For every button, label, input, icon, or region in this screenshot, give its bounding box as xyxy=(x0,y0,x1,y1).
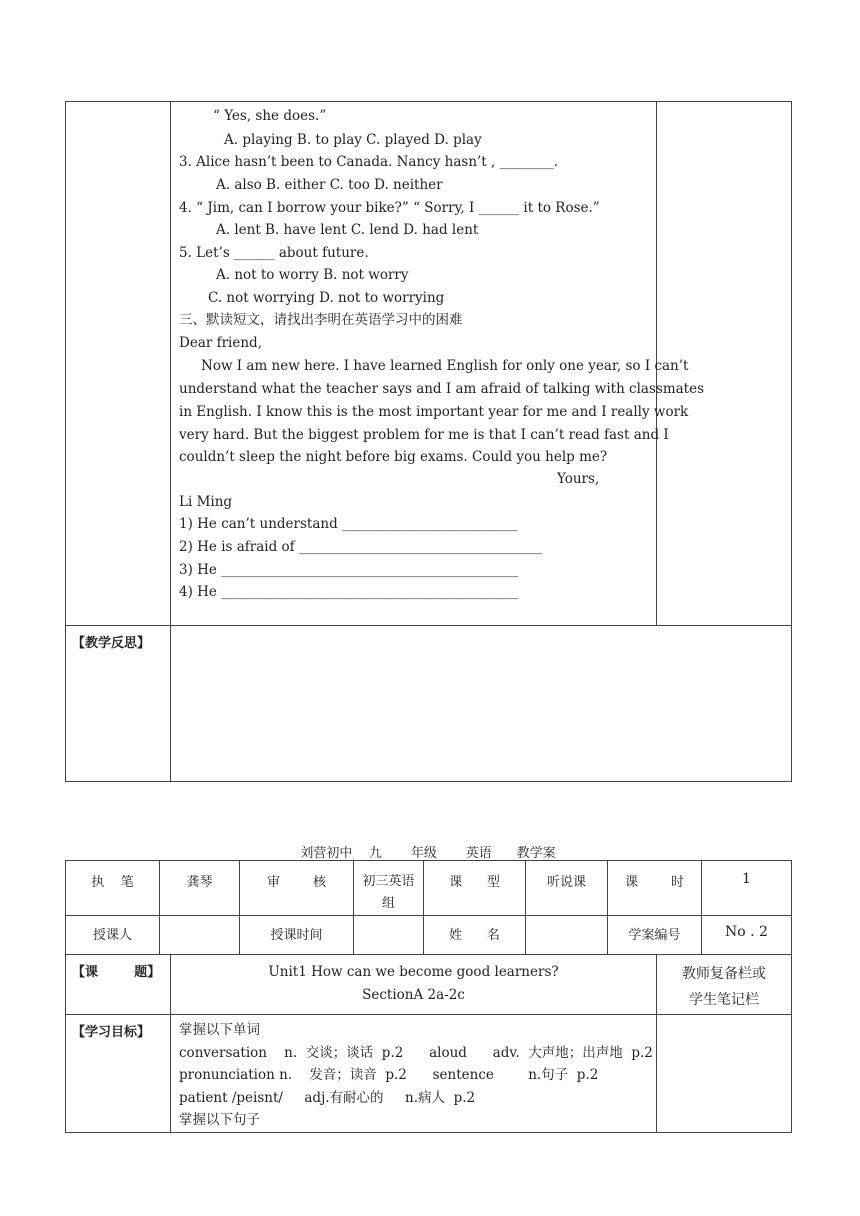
teacher-value xyxy=(160,916,240,955)
answer-blank-4: 4) He ____________________________________________ xyxy=(179,584,519,600)
goals-label: 【学习目标】 xyxy=(66,1015,171,1133)
q3-text: 3. Alice hasn’t been to Canada. Nancy hasn’t , ________. xyxy=(179,154,558,170)
time-label: 授课时间 xyxy=(240,916,354,955)
answer-line: “ Yes, she does.” xyxy=(213,108,327,124)
letter-line: very hard. But the biggest problem for me is that I can’t read fast and I xyxy=(179,427,669,443)
goals-words-heading: 掌握以下单词 xyxy=(179,1022,260,1038)
reflection-label: 【教学反思】 xyxy=(66,626,171,782)
goals-content xyxy=(171,1015,657,1133)
vocab-line: conversation n. 交谈；谈话 p.2 aloud adv. 大声地；出声地 p.2 xyxy=(179,1044,653,1061)
letter-signature: Li Ming xyxy=(179,494,233,510)
notes-column-header xyxy=(657,955,792,1015)
letter-line: Now I am new here. I have learned English for only one year, so I can’t xyxy=(201,358,689,374)
code-value: No . 2 xyxy=(702,916,792,955)
reflection-content xyxy=(171,626,792,782)
topic-section: SectionA 2a-2c xyxy=(362,987,465,1003)
writer-label: 执 笔 xyxy=(66,861,160,916)
exercise-cell xyxy=(171,102,705,626)
q4-text: 4. “ Jim, can I borrow your bike?” “ Sorry, I ______ it to Rose.” xyxy=(179,200,600,216)
topic-label: 【课 题】 xyxy=(66,955,171,1015)
vocab-line: patient /peisnt/ adj.有耐心的 n.病人 p.2 xyxy=(179,1089,476,1106)
section-three-heading: 三、默读短文，请找出李明在英语学习中的困难 xyxy=(179,312,463,328)
lesson-table xyxy=(65,954,792,1133)
teacher-label: 授课人 xyxy=(66,916,160,955)
q5-options-cd: C. not worrying D. not to worrying xyxy=(208,290,445,306)
goals-sentences-heading: 掌握以下句子 xyxy=(179,1112,260,1128)
letter-greeting: Dear friend, xyxy=(179,335,262,351)
notes-line-2: 学生笔记栏 xyxy=(689,992,759,1008)
answer-blank-2: 2) He is afraid of ____________________________________ xyxy=(179,539,542,555)
q3-options: A. also B. either C. too D. neither xyxy=(216,177,443,193)
topic-content xyxy=(171,955,657,1015)
vocab-line: pronunciation n. 发音；读音 p.2 sentence n.句子 p.2 xyxy=(179,1067,599,1083)
answer-blank-3: 3) He ____________________________________________ xyxy=(179,562,519,578)
letter-line: couldn’t sleep the night before big exams. Could you help me? xyxy=(179,449,608,465)
topic-title: Unit1 How can we become good learners? xyxy=(268,964,559,980)
q5-options-ab: A. not to worry B. not worry xyxy=(216,267,409,283)
review-value: 初三英语组 xyxy=(354,861,424,916)
type-label: 课 型 xyxy=(424,861,526,916)
time-value xyxy=(354,916,424,955)
code-label: 学案编号 xyxy=(608,916,702,955)
notes-line-1: 教师复备栏或 xyxy=(682,966,766,982)
period-label: 课 时 xyxy=(608,861,702,916)
letter-closing: Yours, xyxy=(557,471,600,487)
review-label: 审 核 xyxy=(240,861,354,916)
name-value xyxy=(526,916,608,955)
page-title: 刘营初中 九 年级 英语 教学案 xyxy=(300,846,556,861)
type-value: 听说课 xyxy=(526,861,608,916)
letter-line: understand what the teacher says and I am afraid of talking with classmates xyxy=(179,381,705,397)
q5-text: 5. Let’s ______ about future. xyxy=(179,245,369,261)
name-label: 姓 名 xyxy=(424,916,526,955)
q4-options: A. lent B. have lent C. lend D. had lent xyxy=(216,222,479,238)
writer-value: 龚琴 xyxy=(160,861,240,916)
letter-line: in English. I know this is the most important year for me and I really work xyxy=(179,404,689,420)
period-value: 1 xyxy=(702,861,792,916)
info-table xyxy=(65,860,792,955)
goals-notes-cell xyxy=(657,1015,792,1133)
top-table xyxy=(65,101,792,782)
answer-blank-1: 1) He can’t understand __________________________ xyxy=(179,516,518,532)
q2-options: A. playing B. to play C. played D. play xyxy=(224,132,482,148)
top-left-cell xyxy=(66,102,171,626)
